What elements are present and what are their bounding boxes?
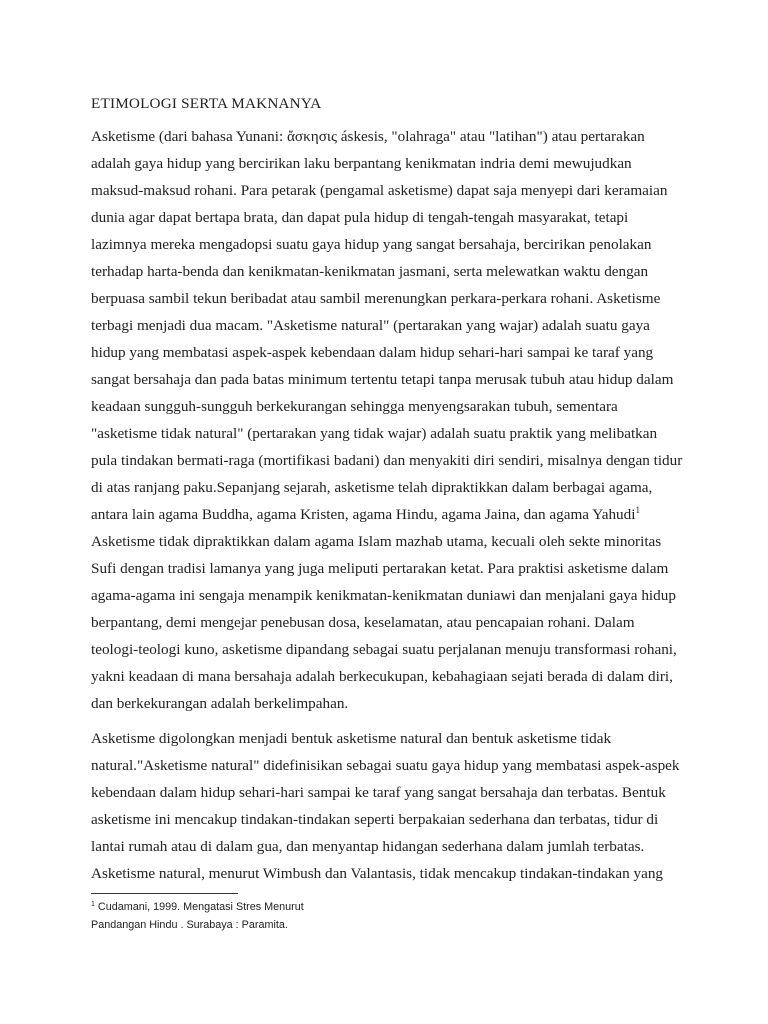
paragraph-1-line: teologi-teologi kuno, asketisme dipandang sebagai suatu perjalanan menuju transformasi rohani, [91, 641, 677, 658]
paragraph-2-line: natural."Asketisme natural" didefinisikan sebagai suatu gaya hidup yang membatasi aspek-aspek [91, 757, 680, 774]
paragraph-1-line: dan berkekurangan adalah berkelimpahan. [91, 695, 349, 712]
paragraph-1-line: agama-agama ini sengaja menampik kenikmatan-kenikmatan duniawi dan menjalani gaya hidup [91, 587, 676, 604]
paragraph-1-line: Asketisme tidak dipraktikkan dalam agama Islam mazhab utama, kecuali oleh sekte minoritas [91, 533, 662, 550]
paragraph-2-line: asketisme ini mencakup tindakan-tindakan seperti berpakaian sederhana dan terbatas, tidur di [91, 811, 659, 828]
footnote-ref[interactable]: 1 [635, 505, 640, 515]
paragraph-1-line: pula tindakan bermati-raga (mortifikasi badani) dan menyakiti diri sendiri, misalnya dengan tidur [91, 452, 683, 469]
paragraph-2-line: lantai rumah atau di dalam gua, dan menyantap hidangan sederhana dalam jumlah terbatas. [91, 838, 645, 855]
paragraph-1-line: maksud-maksud rohani. Para petarak (pengamal asketisme) dapat saja menyepi dari keramaian [91, 182, 668, 199]
paragraph-1-line: adalah gaya hidup yang bercirikan laku berpantang kenikmatan indria demi mewujudkan [91, 155, 632, 172]
footnote-text-1: Cudamani, 1999. Mengatasi Stres Menurut [97, 901, 304, 913]
paragraph-1-line: hidup yang membatasi aspek-aspek kebendaan dalam hidup sehari-hari sampai ke taraf yang [91, 344, 654, 361]
paragraph-1-line: sangat bersahaja dan pada batas minimum tertentu tetapi tanpa merusak tubuh atau hidup dalam [91, 371, 674, 388]
paragraph-1-line: Asketisme (dari bahasa Yunani: ἄσκησις áskesis, "olahraga" atau "latihan") atau pertarakan [91, 128, 645, 145]
paragraph-1-line: Sufi dengan tradisi lamanya yang juga meliputi pertarakan ketat. Para praktisi asketisme dalam [91, 560, 669, 577]
paragraph-1-line: di atas ranjang paku.Sepanjang sejarah, asketisme telah dipraktikkan dalam berbagai agama, [91, 479, 653, 496]
footnote-line-1 [91, 900, 304, 914]
footnote-line-2: Pandangan Hindu . Surabaya : Paramita. [91, 919, 288, 931]
paragraph-1-line: keadaan sungguh-sungguh berkekurangan sehingga menyengsarakan tubuh, sementara [91, 398, 618, 415]
page-title: ETIMOLOGI SERTA MAKNANYA [91, 95, 322, 112]
paragraph-1-line: yakni keadaan di mana bersahaja adalah berkecukupan, kebahagiaan sejati berada di dalam diri, [91, 668, 673, 685]
paragraph-1-line: lazimnya mereka mengadopsi suatu gaya hidup yang sangat bersahaja, bercirikan penolakan [91, 236, 652, 253]
paragraph-2-line: Asketisme natural, menurut Wimbush dan Valantasis, tidak mencakup tindakan-tindakan yang [91, 865, 664, 882]
paragraph-1-line: dunia agar dapat bertapa brata, dan dapat pula hidup di tengah-tengah masyarakat, tetapi [91, 209, 629, 226]
paragraph-2-line: Asketisme digolongkan menjadi bentuk asketisme natural dan bentuk asketisme tidak [91, 730, 612, 747]
paragraph-1-line: berpuasa sambil tekun beribadat atau sambil merenungkan perkara-perkara rohani. Asketisme [91, 290, 661, 307]
paragraph-1-line: terhadap harta-benda dan kenikmatan-kenikmatan jasmani, serta melewatkan waktu dengan [91, 263, 649, 280]
paragraph-2-line: kebendaan dalam hidup sehari-hari sampai ke taraf yang sangat bersahaja dan terbatas. Bentuk [91, 784, 666, 801]
paragraph-1-line: "asketisme tidak natural" (pertarakan yang tidak wajar) adalah suatu praktik yang melibatkan [91, 425, 658, 442]
paragraph-1-line: terbagi menjadi dua macam. "Asketisme natural" (pertarakan yang wajar) adalah suatu gaya [91, 317, 650, 334]
paragraph-1-line-text: antara lain agama Buddha, agama Kristen, agama Hindu, agama Jaina, dan agama Yahudi [91, 506, 636, 523]
paragraph-1-line [91, 506, 640, 524]
footnote-separator [91, 893, 238, 894]
footnote-number: 1 [91, 901, 95, 908]
paragraph-1-line: berpantang, demi mengejar penebusan dosa, keselamatan, atau pencapaian rohani. Dalam [91, 614, 635, 631]
